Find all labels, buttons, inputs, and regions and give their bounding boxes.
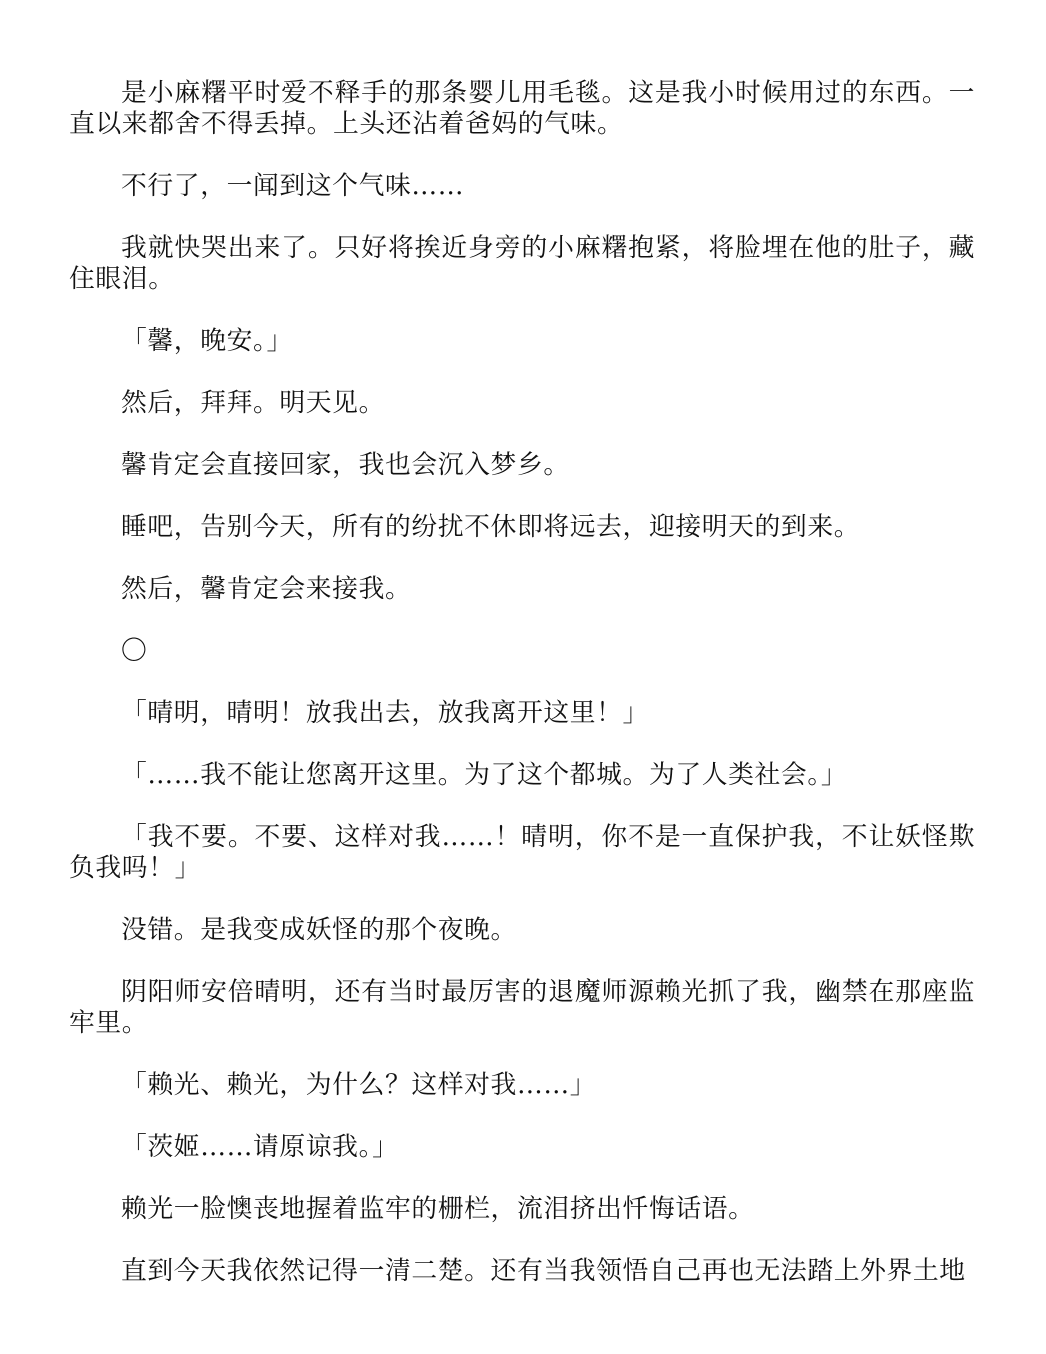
paragraph: 「赖光、赖光，为什么？这样对我……」 bbox=[121, 1070, 597, 1100]
section-break-marker: 〇 bbox=[121, 636, 148, 666]
paragraph: 「晴明，晴明！放我出去，放我离开这里！」 bbox=[121, 698, 649, 728]
document-page bbox=[69, 78, 975, 1287]
paragraph: 馨肯定会直接回家，我也会沉入梦乡。 bbox=[121, 450, 570, 480]
paragraph: 睡吧，告别今天，所有的纷扰不休即将远去，迎接明天的到来。 bbox=[121, 512, 861, 542]
paragraph: 赖光一脸懊丧地握着监牢的栅栏，流泪挤出忏悔话语。 bbox=[121, 1194, 755, 1224]
paragraph: 我就快哭出来了。只好将挨近身旁的小麻糬抱紧，将脸埋在他的肚子，藏住眼泪。 bbox=[69, 233, 975, 294]
paragraph: 直到今天我依然记得一清二楚。还有当我领悟自己再也无法踏上外界土地 bbox=[121, 1256, 966, 1286]
paragraph: 「馨，晚安。」 bbox=[121, 326, 293, 356]
paragraph: 「我不要。不要、这样对我……！晴明，你不是一直保护我，不让妖怪欺负我吗！」 bbox=[69, 822, 975, 883]
paragraph: 不行了，一闻到这个气味…… bbox=[121, 171, 465, 201]
paragraph: 然后，拜拜。明天见。 bbox=[121, 388, 385, 418]
paragraph: 阴阳师安倍晴明，还有当时最厉害的退魔师源赖光抓了我，幽禁在那座监牢里。 bbox=[69, 977, 975, 1038]
paragraph: 是小麻糬平时爱不释手的那条婴儿用毛毯。这是我小时候用过的东西。一直以来都舍不得丢掉。上头还沾着爸妈的气味。 bbox=[69, 78, 975, 139]
paragraph: 然后，馨肯定会来接我。 bbox=[121, 574, 412, 604]
paragraph: 「……我不能让您离开这里。为了这个都城。为了人类社会。」 bbox=[121, 760, 848, 790]
paragraph: 没错。是我变成妖怪的那个夜晚。 bbox=[121, 915, 517, 945]
paragraph: 「茨姬……请原谅我。」 bbox=[121, 1132, 399, 1162]
